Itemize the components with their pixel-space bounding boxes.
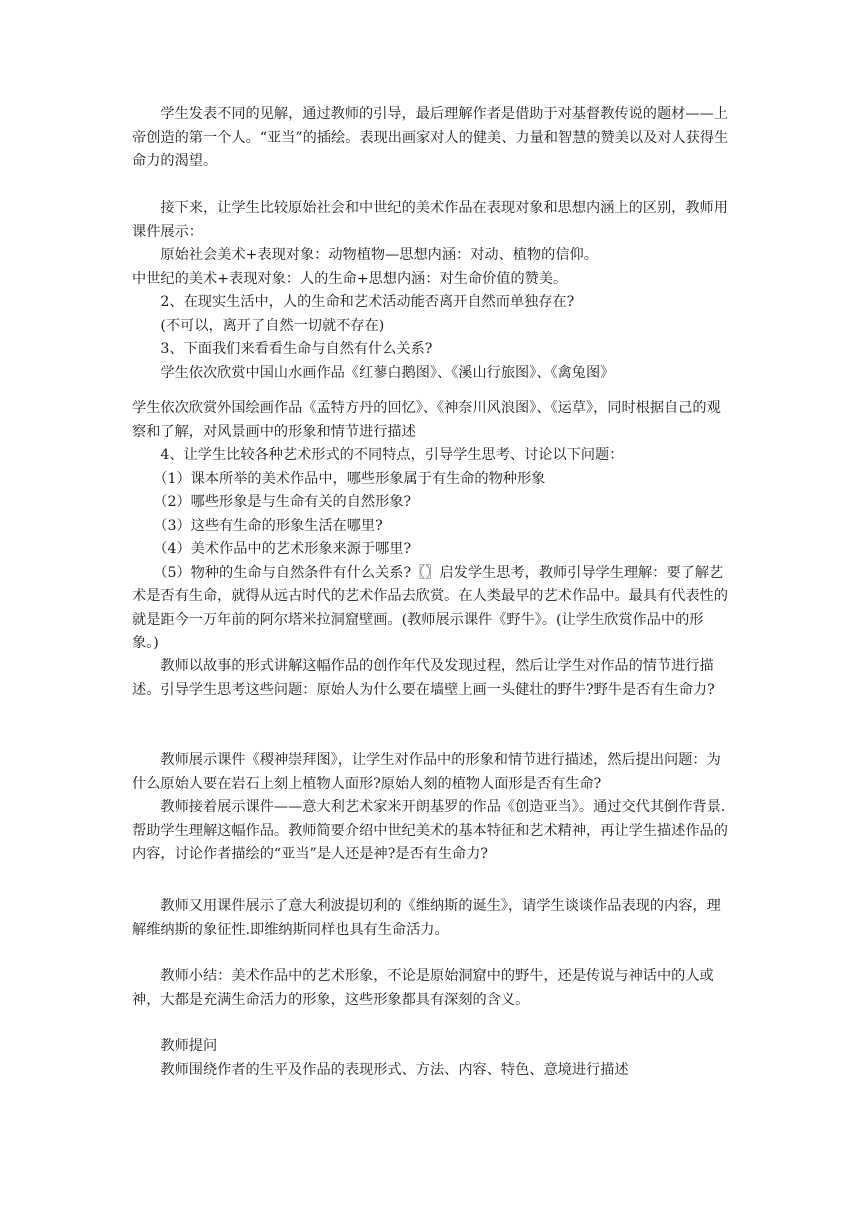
paragraph-courseware: 教师展示课件《稷神崇拜图》，让学生对作品中的形象和情节进行描述，然后提出问题：为什么原始人要在岩石上刻上植物人面形?原始人刻的植物人面形是否有生命? 教师接着展示课件——意大利艺术家米开朗基罗的作品《创造亚当》。通过交代其倒作背景.帮助学生理解这幅作品。教师简要介绍中世纪美术的基本特征和艺术精神，再让学生描述作品的内容，讨论作者描绘的“亚当”是人还是神?是否有生命力? [132, 752, 728, 862]
paragraph-intro: 学生发表不同的见解，通过教师的引导，最后理解作者是借助于对基督教传说的题材——上帝创造的第一个人。“亚当”的插绘。表现出画家对人的健美、力量和智慧的赞美以及对人获得生命力的渴望。 [132, 106, 729, 169]
paragraph-summary: 教师小结：美术作品中的艺术形象，不论是原始洞窟中的野牛，还是传说与神话中的人或神，大都是充满生命活力的形象，这些形象都具有深刻的含义。 [132, 968, 714, 1008]
paragraph-questions: 学生依次欣赏外国绘画作品《孟特方丹的回忆》、《神奈川风浪图》、《运草》，同时根据自己的观察和了解，对风景画中的形象和情节进行描述 4、让学生比较各种艺术形式的不同特点，引导学生思考、讨论以下问题： （1）课本所举的美术作品中，哪些形象属于有生命的物种形象 （2）哪些形象是与生命有关的自然形象? （3）这些有生命的形象生活在哪里? （4）美术作品中的艺术形象来源于哪里? （5）物种的生命与自然条件有什么关系?〖〗启发学生思考，教师引导学生理解：要了解艺术是否有生命，就得从远古时代的艺术作品去欣赏。在人类最早的艺术作品中。最具有代表性的就是距今一万年前的阿尔塔米拉洞窟壁画。(教师展示课件《野牛》。(让学生欣赏作品中的形象。) [132, 400, 728, 651]
paragraph-venus: 教师又用课件展示了意大利波提切利的《维纳斯的诞生》，请学生谈谈作品表现的内容，理解维纳斯的象征性.即维纳斯同样也具有生命活力。 [132, 898, 721, 938]
paragraph-teacher-question: 教师提问 教师围绕作者的生平及作品的表现形式、方法、内容、特色、意境进行描述 [160, 1038, 629, 1078]
paragraph-story: 教师以故事的形式讲解这幅作品的创作年代及发现过程，然后让学生对作品的情节进行描述。引导学生思考这些问题：原始人为什么要在墙壁上画一头健壮的野牛?野牛是否有生命力? [132, 658, 715, 698]
paragraph-comparison: 接下来，让学生比较原始社会和中世纪的美术作品在表现对象和思想内涵上的区别，教师用课件展示： 原始社会美术+表现对象：动物植物—思想内涵：对动、植物的信仰。 中世纪的美术+表现对象：人的生命+思想内涵：对生命价值的赞美。 2、在现实生活中，人的生命和艺术活动能否离开自然而单独存在? (不可以，离开了自然一切就不存在) 3、下面我们来看看生命与自然有什么关系? 学生依次欣赏中国山水画作品《红蓼白鹅图》、《溪山行旅图》、《禽兔图》 [132, 200, 728, 381]
